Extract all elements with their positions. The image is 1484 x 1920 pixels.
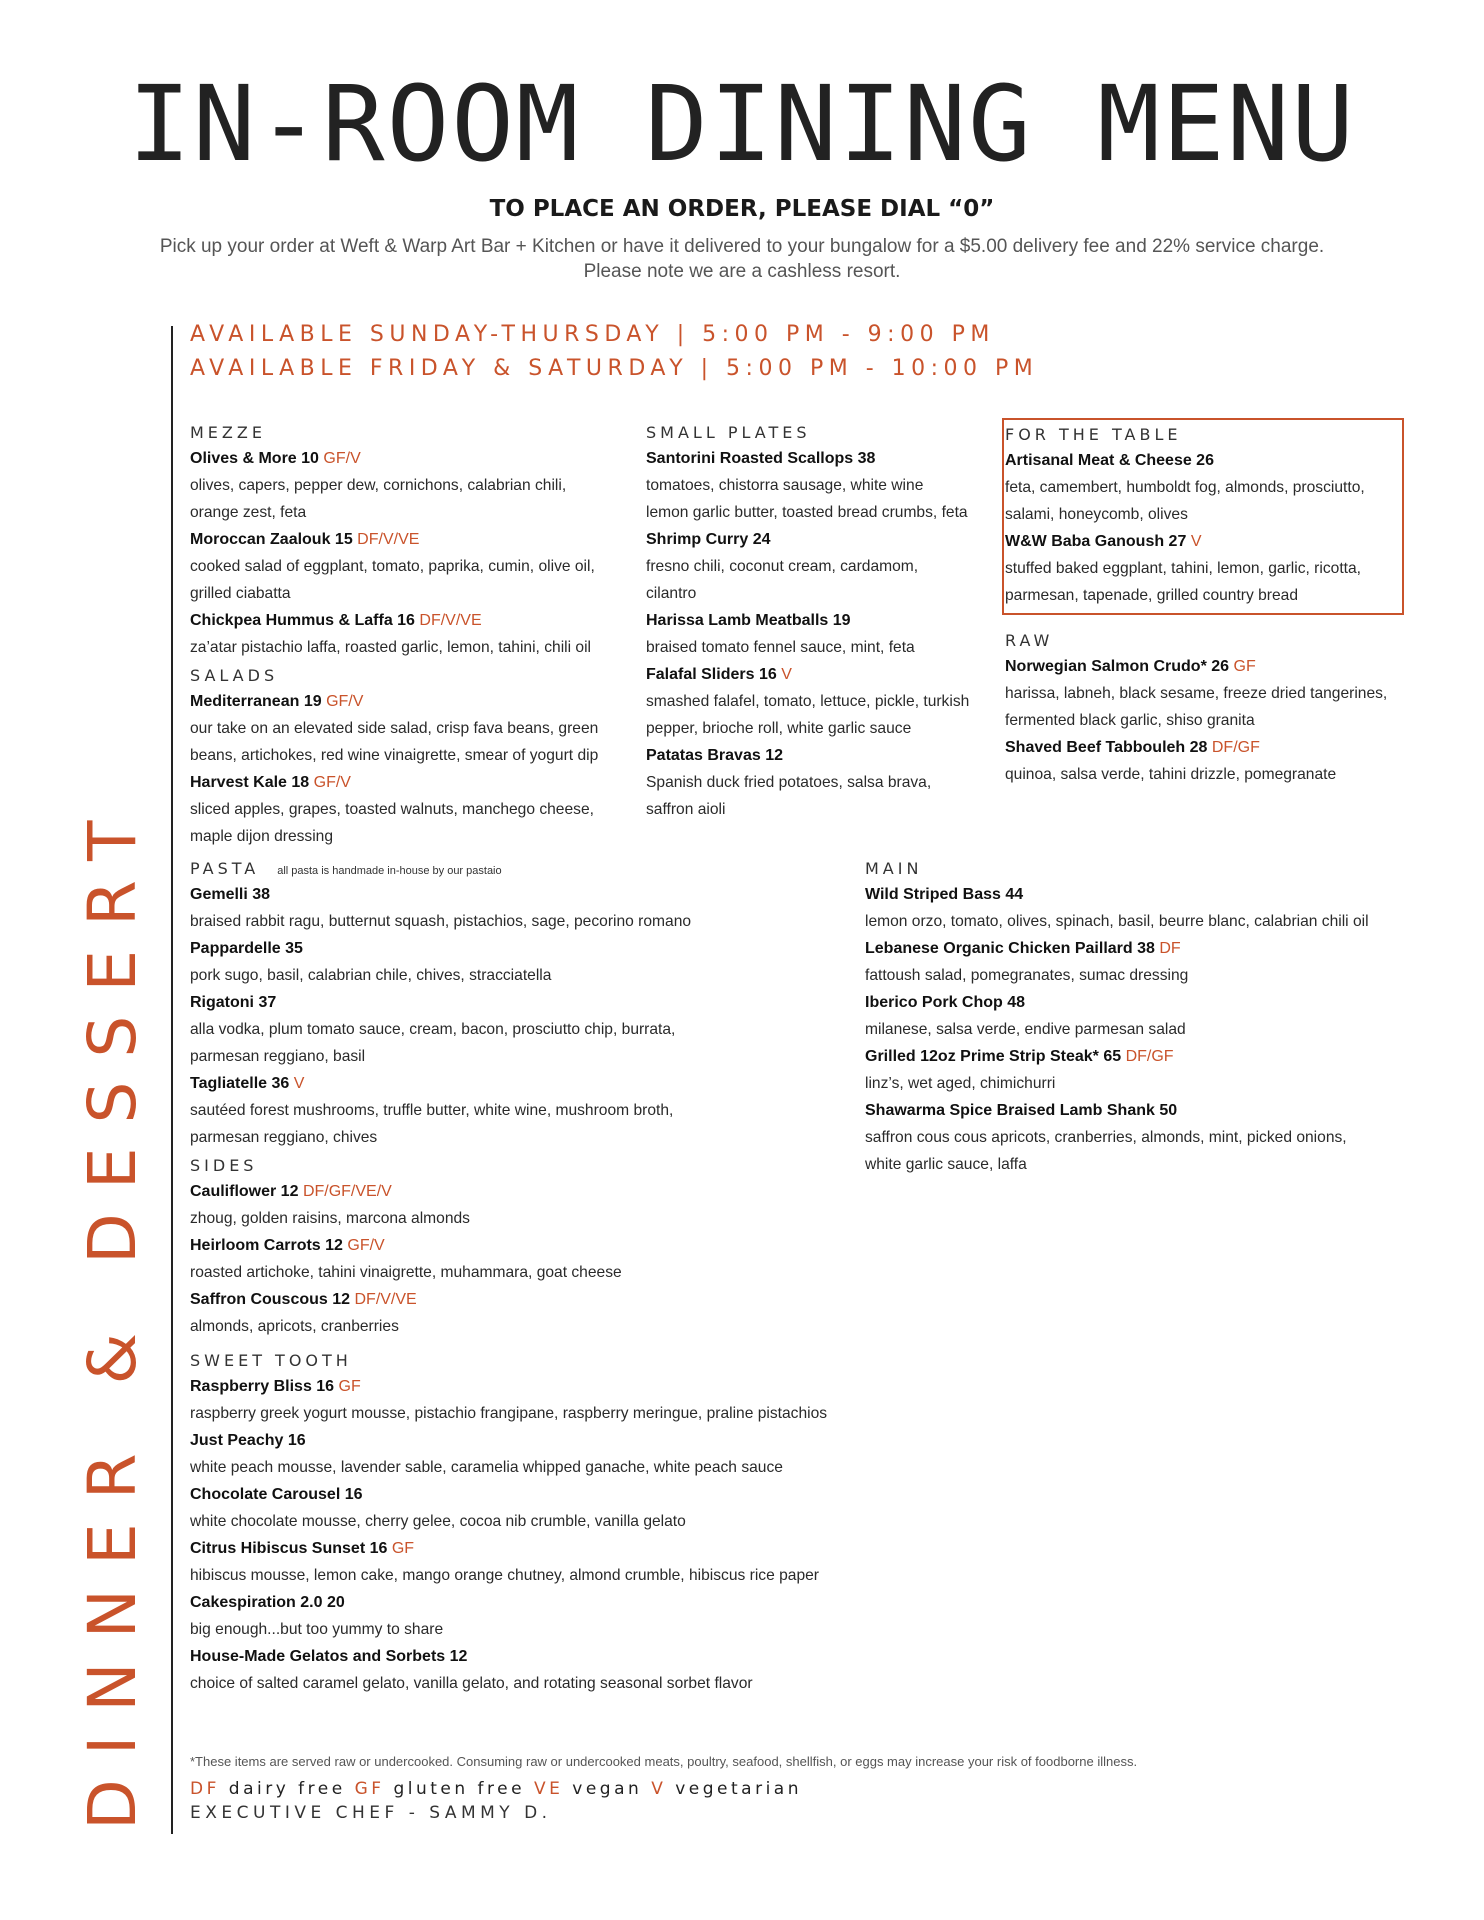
legend-code: GF xyxy=(354,1779,385,1799)
menu-item-description: big enough...but too yummy to share xyxy=(190,1621,444,1638)
menu-item-description: quinoa, salsa verde, tahini drizzle, pomegranate xyxy=(1005,766,1337,783)
menu-item-name: Patatas Bravas 12 xyxy=(646,747,783,764)
menu-item xyxy=(190,1232,870,1286)
menu-item-name-row xyxy=(1005,447,1425,474)
menu-item xyxy=(865,1097,1425,1178)
menu-item-description: our take on an elevated side salad, crisp fava beans, green xyxy=(190,720,599,737)
dietary-tag: DF/V/VE xyxy=(354,1291,417,1308)
menu-item-name: Tagliatelle 36 xyxy=(190,1075,290,1092)
section-salads xyxy=(190,661,650,850)
section-title xyxy=(646,418,1006,445)
menu-item xyxy=(190,1373,1190,1427)
section-title xyxy=(1005,420,1425,447)
menu-item-name-row xyxy=(865,935,1425,962)
section-note: all pasta is handmade in-house by our pastaio xyxy=(277,865,502,877)
menu-item-description: raspberry greek yogurt mousse, pistachio frangipane, raspberry meringue, praline pistachios xyxy=(190,1405,828,1422)
dietary-legend xyxy=(190,1779,802,1799)
section-title xyxy=(190,1346,1190,1373)
menu-item xyxy=(190,607,650,661)
menu-item-name-row xyxy=(1005,528,1425,555)
menu-item-description: hibiscus mousse, lemon cake, mango orange chutney, almond crumble, hibiscus rice paper xyxy=(190,1567,819,1584)
menu-item xyxy=(646,661,1006,742)
dietary-tag: GF/V xyxy=(347,1237,385,1254)
menu-item-name: Harvest Kale 18 xyxy=(190,774,310,791)
menu-item-description: fattoush salad, pomegranates, sumac dressing xyxy=(865,967,1189,984)
menu-item-name: Grilled 12oz Prime Strip Steak* 65 xyxy=(865,1048,1122,1065)
menu-item xyxy=(1005,653,1425,734)
section-pasta xyxy=(190,854,870,1151)
menu-item xyxy=(190,1427,1190,1481)
menu-item-name: Raspberry Bliss 16 xyxy=(190,1378,335,1395)
menu-item-name-row xyxy=(865,1043,1425,1070)
menu-item-description: braised tomato fennel sauce, mint, feta xyxy=(646,639,915,656)
menu-item-name-row xyxy=(190,1427,1190,1454)
menu-item xyxy=(190,1070,870,1151)
column-dessert xyxy=(190,1346,1190,1697)
menu-item-name: Just Peachy 16 xyxy=(190,1432,306,1449)
menu-item xyxy=(646,445,1006,526)
dietary-tag: GF xyxy=(391,1540,415,1557)
menu-item xyxy=(190,769,650,850)
pickup-info xyxy=(0,234,1484,284)
pickup-line-2: Please note we are a cashless resort. xyxy=(583,261,901,282)
menu-item-name-row xyxy=(646,445,1006,472)
menu-item-name: Artisanal Meat & Cheese 26 xyxy=(1005,452,1214,469)
menu-item-description: linz’s, wet aged, chimichurri xyxy=(865,1075,1056,1092)
menu-item-name: Iberico Pork Chop 48 xyxy=(865,994,1026,1011)
menu-item-name-row xyxy=(190,1481,1190,1508)
availability-weekday: AVAILABLE SUNDAY-THURSDAY | 5:00 PM - 9:00 PM xyxy=(190,322,995,347)
dietary-tag: DF/GF xyxy=(1211,739,1260,756)
menu-item-name-row xyxy=(190,607,650,634)
menu-item-description: alla vodka, plum tomato sauce, cream, bacon, prosciutto chip, burrata, xyxy=(190,1021,676,1038)
dietary-tag: DF/GF xyxy=(1125,1048,1174,1065)
menu-item xyxy=(1005,447,1425,528)
section-title xyxy=(190,1151,870,1178)
menu-item xyxy=(190,989,870,1070)
menu-item xyxy=(190,526,650,607)
menu-item-name-row xyxy=(190,1070,870,1097)
menu-item xyxy=(646,742,1006,823)
menu-item-name: Falafal Sliders 16 xyxy=(646,666,777,683)
menu-item-description: braised rabbit ragu, butternut squash, pistachios, sage, pecorino romano xyxy=(190,913,692,930)
section-title-text: FOR THE TABLE xyxy=(1005,425,1182,444)
menu-item-name: Heirloom Carrots 12 xyxy=(190,1237,343,1254)
section-title-text: SMALL PLATES xyxy=(646,423,811,442)
menu-item-description: za’atar pistachio laffa, roasted garlic, lemon, tahini, chili oil xyxy=(190,639,592,656)
section-title-text: MEZZE xyxy=(190,423,266,442)
section-title xyxy=(190,418,650,445)
menu-item-description: grilled ciabatta xyxy=(190,585,291,602)
legend-label: dairy free xyxy=(228,1779,346,1799)
availability-weekend: AVAILABLE FRIDAY & SATURDAY | 5:00 PM - 10:00 PM xyxy=(190,356,1039,381)
menu-item-name-row xyxy=(190,1232,870,1259)
section-title-text: MAIN xyxy=(865,859,923,878)
menu-item-description: tomatoes, chistorra sausage, white wine xyxy=(646,477,924,494)
menu-item-name: Mediterranean 19 xyxy=(190,693,322,710)
menu-item-name: Lebanese Organic Chicken Paillard 38 xyxy=(865,940,1155,957)
menu-item-name-row xyxy=(190,1286,870,1313)
menu-item-description: parmesan, tapenade, grilled country bread xyxy=(1005,587,1298,604)
menu-item xyxy=(190,1535,1190,1589)
legend-code: V xyxy=(651,1779,667,1799)
menu-item-name-row xyxy=(190,1589,1190,1616)
menu-item-description: zhoug, golden raisins, marcona almonds xyxy=(190,1210,470,1227)
section-sides xyxy=(190,1151,870,1340)
menu-item xyxy=(646,526,1006,607)
menu-item-name: Cauliflower 12 xyxy=(190,1183,299,1200)
menu-item xyxy=(865,989,1425,1043)
legend-label: vegetarian xyxy=(675,1779,802,1799)
menu-item xyxy=(190,1178,870,1232)
menu-item-name-row xyxy=(190,881,870,908)
dietary-tag: V xyxy=(293,1075,305,1092)
section-title-text: SWEET TOOTH xyxy=(190,1351,352,1370)
menu-item-description: beans, artichokes, red wine vinaigrette, smear of yogurt dip xyxy=(190,747,599,764)
menu-item-name-row xyxy=(865,989,1425,1016)
menu-item-name: Olives & More 10 xyxy=(190,450,319,467)
section-mezze xyxy=(190,418,650,661)
dietary-tag: GF/V xyxy=(313,774,351,791)
column-right-middle xyxy=(865,854,1425,1178)
menu-item-name: Pappardelle 35 xyxy=(190,940,303,957)
dietary-tag: DF/V/VE xyxy=(357,531,420,548)
menu-item-name: Harissa Lamb Meatballs 19 xyxy=(646,612,851,629)
menu-item-name-row xyxy=(190,935,870,962)
menu-item-description: parmesan reggiano, basil xyxy=(190,1048,366,1065)
raw-food-disclaimer: *These items are served raw or undercooked. Consuming raw or undercooked meats, poultry, seafood, shellfish, or eggs may increase your risk of foodborne illness. xyxy=(190,1754,1138,1769)
menu-item-name: Wild Striped Bass 44 xyxy=(865,886,1024,903)
menu-item-description: saffron cous cous apricots, cranberries, almonds, mint, picked onions, xyxy=(865,1129,1347,1146)
menu-item-description: cooked salad of eggplant, tomato, paprika, cumin, olive oil, xyxy=(190,558,595,575)
menu-item-name-row xyxy=(646,607,1006,634)
dietary-tag: GF/V xyxy=(323,450,361,467)
menu-item xyxy=(865,1043,1425,1097)
legend-code: DF xyxy=(190,1779,220,1799)
menu-item xyxy=(190,935,870,989)
menu-item-description: cilantro xyxy=(646,585,697,602)
menu-item-name-row xyxy=(646,661,1006,688)
menu-item-name: House-Made Gelatos and Sorbets 12 xyxy=(190,1648,468,1665)
menu-item xyxy=(646,607,1006,661)
menu-item-description: maple dijon dressing xyxy=(190,828,334,845)
menu-item-description: smashed falafel, tomato, lettuce, pickle, turkish xyxy=(646,693,970,710)
section-title-text: PASTA xyxy=(190,859,260,878)
menu-item-description: almonds, apricots, cranberries xyxy=(190,1318,399,1335)
menu-item-description: stuffed baked eggplant, tahini, lemon, garlic, ricotta, xyxy=(1005,560,1361,577)
menu-item-name: Norwegian Salmon Crudo* 26 xyxy=(1005,658,1230,675)
menu-item-name-row xyxy=(190,445,650,472)
menu-item xyxy=(865,881,1425,935)
section-title xyxy=(1005,626,1425,653)
menu-item-description: salami, honeycomb, olives xyxy=(1005,506,1188,523)
pickup-line-1: Pick up your order at Weft & Warp Art Bar + Kitchen or have it delivered to your bungalow for a $5.00 delivery fee and 22% service charge. xyxy=(159,236,1325,257)
menu-item-description: pepper, brioche roll, white garlic sauce xyxy=(646,720,912,737)
menu-item-name: Shawarma Spice Braised Lamb Shank 50 xyxy=(865,1102,1178,1119)
menu-item-description: white chocolate mousse, cherry gelee, cocoa nib crumble, vanilla gelato xyxy=(190,1513,686,1530)
menu-item-name: Shrimp Curry 24 xyxy=(646,531,771,548)
menu-item-name: Santorini Roasted Scallops 38 xyxy=(646,450,876,467)
menu-item xyxy=(1005,528,1425,609)
menu-item-description: lemon orzo, tomato, olives, spinach, basil, beurre blanc, calabrian chili oil xyxy=(865,913,1369,930)
dietary-tag: V xyxy=(1190,533,1202,550)
section-main xyxy=(865,854,1425,1178)
menu-item-description: roasted artichoke, tahini vinaigrette, muhammara, goat cheese xyxy=(190,1264,622,1281)
menu-item-description: white garlic sauce, laffa xyxy=(865,1156,1027,1173)
menu-item-name: Chocolate Carousel 16 xyxy=(190,1486,363,1503)
section-small-plates xyxy=(646,418,1006,823)
dietary-tag: GF xyxy=(338,1378,361,1395)
dietary-tag: DF xyxy=(1159,940,1181,957)
menu-item-name: Chickpea Hummus & Laffa 16 xyxy=(190,612,415,629)
menu-item-name-row xyxy=(646,526,1006,553)
column-right-top xyxy=(1005,420,1425,788)
menu-item-description: lemon garlic butter, toasted bread crumbs, feta xyxy=(646,504,968,521)
menu-item xyxy=(190,445,650,526)
menu-item-name-row xyxy=(190,1535,1190,1562)
menu-item-description: milanese, salsa verde, endive parmesan salad xyxy=(865,1021,1186,1038)
menu-item-description: saffron aioli xyxy=(646,801,726,818)
menu-item-name-row xyxy=(646,742,1006,769)
dietary-tag: DF/V/VE xyxy=(419,612,482,629)
section-for-the-table xyxy=(1005,420,1425,609)
menu-item-name-row xyxy=(190,1643,1190,1670)
side-title: DINNER & DESSERT xyxy=(74,796,151,1830)
menu-item-description: fresno chili, coconut cream, cardamom, xyxy=(646,558,919,575)
menu-item-description: sautéed forest mushrooms, truffle butter, white wine, mushroom broth, xyxy=(190,1102,674,1119)
menu-item xyxy=(190,1286,870,1340)
menu-item-name-row xyxy=(1005,653,1425,680)
legend-label: vegan xyxy=(572,1779,643,1799)
dietary-tag: GF/V xyxy=(326,693,364,710)
legend-code: VE xyxy=(533,1779,564,1799)
menu-item-name-row xyxy=(865,881,1425,908)
section-title xyxy=(190,661,650,688)
column-middle-top xyxy=(646,418,1006,823)
menu-item-name: Cakespiration 2.0 20 xyxy=(190,1594,345,1611)
column-left-middle xyxy=(190,854,870,1340)
menu-item-name-row xyxy=(190,989,870,1016)
legend-label: gluten free xyxy=(393,1779,526,1799)
section-title xyxy=(865,854,1425,881)
section-raw xyxy=(1005,626,1425,788)
menu-item xyxy=(190,1589,1190,1643)
menu-item-description: Spanish duck fried potatoes, salsa brava, xyxy=(646,774,932,791)
executive-chef: EXECUTIVE CHEF - SAMMY D. xyxy=(190,1803,552,1823)
menu-item-name: Moroccan Zaalouk 15 xyxy=(190,531,353,548)
menu-item-description: choice of salted caramel gelato, vanilla gelato, and rotating seasonal sorbet flavor xyxy=(190,1675,753,1692)
section-title-text: SALADS xyxy=(190,666,279,685)
menu-item-name-row xyxy=(190,769,650,796)
menu-item-name-row xyxy=(865,1097,1425,1124)
menu-item-name-row xyxy=(1005,734,1425,761)
menu-item-description: feta, camembert, humboldt fog, almonds, prosciutto, xyxy=(1005,479,1365,496)
menu-item-name: Citrus Hibiscus Sunset 16 xyxy=(190,1540,388,1557)
menu-item-description: harissa, labneh, black sesame, freeze dried tangerines, xyxy=(1005,685,1388,702)
menu-item xyxy=(190,881,870,935)
section-title xyxy=(190,854,870,881)
menu-item-name: W&W Baba Ganoush 27 xyxy=(1005,533,1187,550)
menu-item-description: sliced apples, grapes, toasted walnuts, manchego cheese, xyxy=(190,801,594,818)
dietary-tag: V xyxy=(781,666,792,683)
menu-item-name-row xyxy=(190,526,650,553)
vertical-divider xyxy=(171,326,173,1834)
menu-item-name: Shaved Beef Tabbouleh 28 xyxy=(1005,739,1208,756)
menu-item-description: olives, capers, pepper dew, cornichons, calabrian chili, xyxy=(190,477,567,494)
menu-item-name-row xyxy=(190,1178,870,1205)
menu-item-name: Saffron Couscous 12 xyxy=(190,1291,351,1308)
section-title-text: RAW xyxy=(1005,631,1054,650)
order-instructions: TO PLACE AN ORDER, PLEASE DIAL “0” xyxy=(489,196,995,222)
menu-item xyxy=(865,935,1425,989)
column-left-top xyxy=(190,418,650,850)
page-title: IN-ROOM DINING MENU xyxy=(128,63,1356,185)
menu-item-name: Gemelli 38 xyxy=(190,886,271,903)
menu-item-description: white peach mousse, lavender sable, caramelia whipped ganache, white peach sauce xyxy=(190,1459,783,1476)
menu-item xyxy=(190,688,650,769)
menu-item-description: fermented black garlic, shiso granita xyxy=(1005,712,1255,729)
menu-item-description: orange zest, feta xyxy=(190,504,307,521)
section-title-text: SIDES xyxy=(190,1156,258,1175)
menu-item-description: parmesan reggiano, chives xyxy=(190,1129,378,1146)
menu-item xyxy=(190,1643,1190,1697)
menu-item-name-row xyxy=(190,1373,1190,1400)
menu-item-description: pork sugo, basil, calabrian chile, chives, stracciatella xyxy=(190,967,552,984)
menu-item xyxy=(1005,734,1425,788)
dietary-tag: DF/GF/VE/V xyxy=(302,1183,392,1200)
menu-item-name-row xyxy=(190,688,650,715)
section-sweet-tooth xyxy=(190,1346,1190,1697)
menu-item-name: Rigatoni 37 xyxy=(190,994,277,1011)
menu-item xyxy=(190,1481,1190,1535)
dietary-tag: GF xyxy=(1233,658,1256,675)
